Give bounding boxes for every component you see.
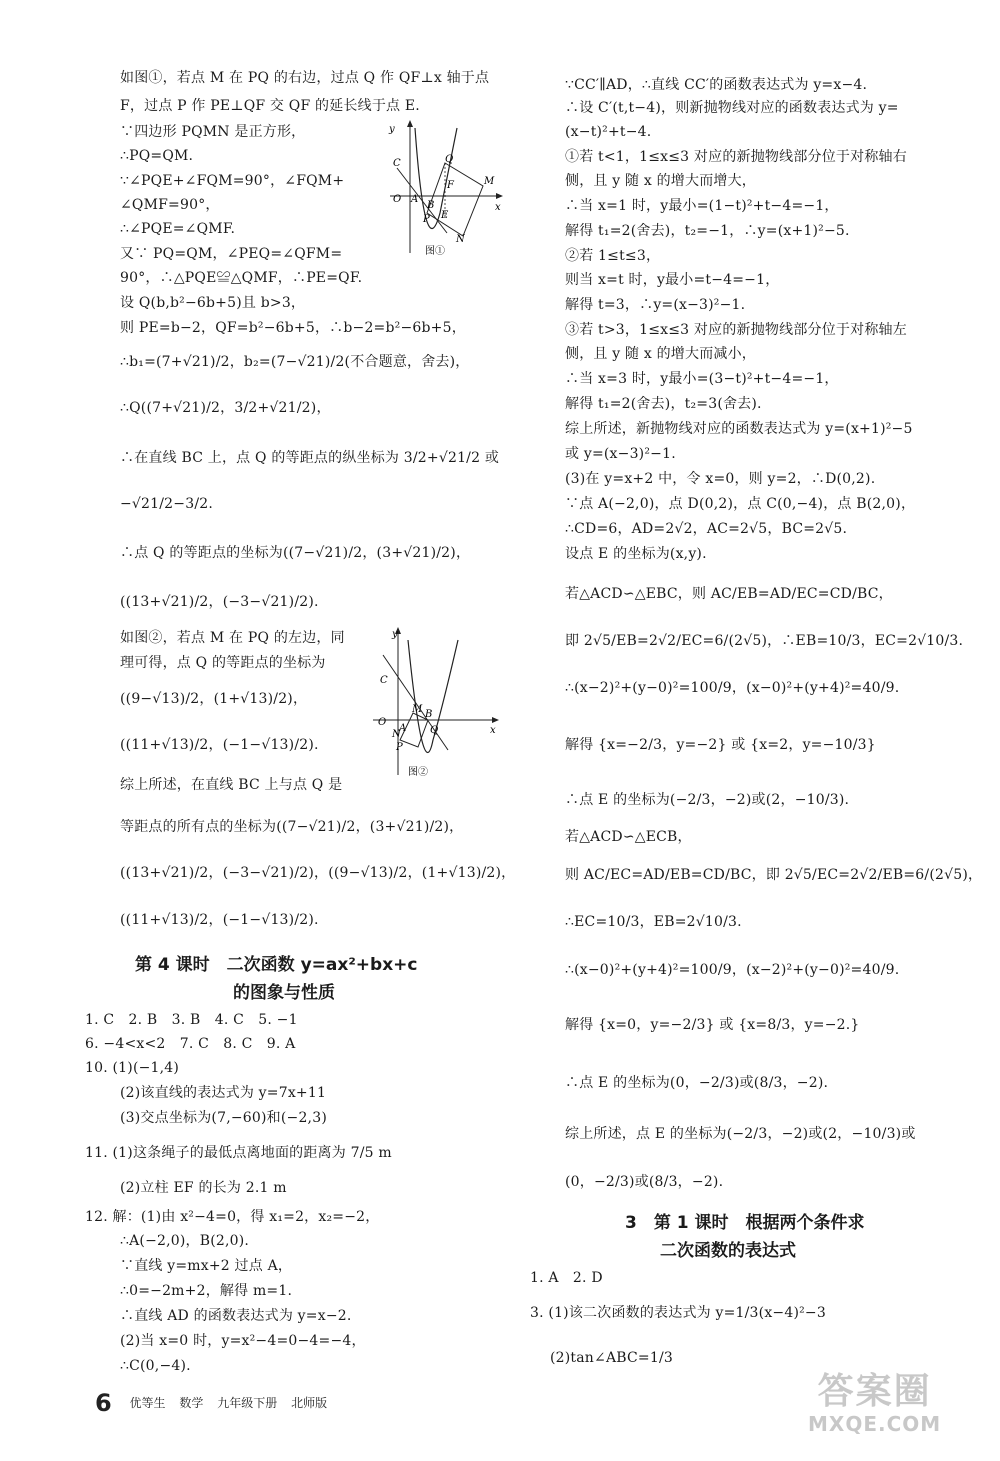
label-x: x — [495, 202, 501, 213]
text-line: 侧，且 y 随 x 的增大而减小， — [565, 346, 757, 362]
text-line: 或 y=(x−3)²−1. — [565, 446, 676, 462]
text-line: ∵四边形 PQMN 是正方形， — [120, 124, 306, 140]
y-axis-arrow-icon — [407, 120, 413, 127]
text-line: (3)在 y=x+2 中，令 x=0，则 y=2，∴D(0,2). — [565, 471, 876, 487]
label-a: A — [411, 194, 419, 205]
text-line: 90°，∴△PQE≌△QMF，∴PE=QF. — [120, 270, 363, 286]
text-line: ∴当 x=3 时，y最小=(3−t)²+t−4=−1， — [565, 371, 839, 387]
answer-line: ∴0=−2m+2，解得 m=1. — [120, 1283, 293, 1299]
text-line: ∴当 x=1 时，y最小=(1−t)²+t−4=−1， — [565, 198, 839, 214]
text-line: 设 Q(b,b²−6b+5)且 b>3， — [120, 295, 306, 311]
text-line: ①若 t<1，1≤x≤3 对应的新抛物线部分位于对称轴右 — [565, 149, 907, 165]
text-line: 等距点的所有点的坐标为((7−√21)/2，(3+√21)/2)， — [120, 819, 464, 835]
answer-line: 10. (1)(−1,4) — [85, 1060, 180, 1076]
answer-line: (2)tan∠ABC=1/3 — [550, 1350, 673, 1366]
text-line: ∠QMF=90°， — [120, 197, 220, 213]
text-line: 解得 t₁=2(舍去)，t₂=3(舍去). — [565, 396, 762, 412]
text-line: ∴CD=6，AD=2√2，AC=2√5，BC=2√5. — [565, 521, 848, 537]
answer-line: ∴直线 AD 的函数表达式为 y=x−2. — [120, 1308, 352, 1324]
text-line: ∵∠PQE+∠FQM=90°，∠FQM+ — [120, 173, 345, 189]
watermark-url: MXQE.COM — [808, 1412, 942, 1436]
text-line: 综上所述，新抛物线对应的函数表达式为 y=(x+1)²−5 — [565, 421, 913, 437]
label-b: B — [427, 200, 435, 211]
label-e: E — [441, 210, 449, 221]
text-line: 则 PE=b−2，QF=b²−6b+5，∴b−2=b²−6b+5， — [120, 320, 466, 336]
text-line: 理可得，点 Q 的等距点的坐标为 — [120, 655, 326, 671]
text-line: ∴设 C′(t,t−4)，则新抛物线对应的函数表达式为 y= — [565, 100, 899, 116]
text-line: (x−t)²+t−4. — [565, 124, 652, 140]
answer-line: (3)交点坐标为(7,−60)和(−2,3) — [120, 1110, 327, 1126]
text-line: −√21/2−3/2. — [120, 496, 214, 512]
x-axis-arrow-icon — [496, 193, 503, 199]
text-line: ∴点 Q 的等距点的坐标为((7−√21)/2，(3+√21)/2)， — [120, 545, 471, 561]
figure-caption: 图② — [408, 767, 428, 778]
label-a: A — [399, 723, 407, 734]
footer-edition: 北师版 — [291, 1396, 328, 1410]
lesson-heading: 二次函数的表达式 — [660, 1241, 796, 1261]
text-line: ((11+√13)/2，(−1−√13)/2). — [120, 912, 319, 928]
text-line: 则当 x=t 时，y最小=t−4=−1， — [565, 272, 780, 288]
label-o: O — [393, 194, 402, 205]
text-line: 又∵ PQ=QM，∠PEQ=∠QFM= — [120, 246, 343, 262]
label-p: P — [396, 742, 403, 753]
label-o: O — [378, 717, 387, 728]
text-line: ∴(x−0)²+(y+4)²=100/9，(x−2)²+(y−0)²=40/9. — [565, 962, 900, 978]
answer-line: ∴A(−2,0)，B(2,0). — [120, 1233, 250, 1249]
label-m: M — [412, 704, 423, 715]
footer-grade: 九年级下册 — [217, 1396, 278, 1410]
label-n: N — [456, 234, 465, 245]
lesson-heading: 3 第 1 课时 根据两个条件求 — [625, 1213, 865, 1233]
text-line: ②若 1≤t≤3， — [565, 248, 661, 264]
page-footer — [95, 1389, 337, 1417]
text-line: F，过点 P 作 PE⊥QF 交 QF 的延长线于点 E. — [120, 98, 420, 114]
label-b: B — [425, 709, 433, 720]
answer-line: 12. 解：(1)由 x²−4=0，得 x₁=2，x₂=−2， — [85, 1209, 380, 1225]
watermark — [808, 1372, 941, 1436]
footer-series: 优等生 — [129, 1396, 166, 1410]
page-number: 6 — [95, 1389, 112, 1417]
text-line: 即 2√5/EB=2√2/EC=6/(2√5)，∴EB=10/3，EC=2√10/3. — [565, 633, 964, 649]
watermark-logo: 答案圈 — [817, 1371, 932, 1412]
text-line: ∴在直线 BC 上，点 Q 的等距点的纵坐标为 3/2+√21/2 或 — [120, 450, 500, 466]
label-p: P — [423, 214, 430, 225]
text-line: ∴点 E 的坐标为(0，−2/3)或(8/3，−2). — [565, 1075, 829, 1091]
text-line: 解得 {x=0，y=−2/3} 或 {x=8/3，y=−2.} — [565, 1017, 860, 1033]
x-axis-arrow-icon — [492, 717, 499, 723]
label-f: F — [447, 180, 454, 191]
figure-caption: 图① — [425, 246, 445, 257]
text-line: 综上所述，在直线 BC 上与点 Q 是 — [120, 777, 343, 793]
answer-line: ∵直线 y=mx+2 过点 A， — [120, 1258, 293, 1274]
answer-line: 6. −4<x<2 7. C 8. C 9. A — [85, 1036, 296, 1052]
text-line: ③若 t>3，1≤x≤3 对应的新抛物线部分位于对称轴左 — [565, 322, 907, 338]
lesson-heading: 的图象与性质 — [233, 983, 335, 1003]
label-n: N — [392, 729, 401, 740]
text-line: ∴PQ=QM. — [120, 148, 194, 164]
answer-line: ∴C(0,−4). — [120, 1358, 191, 1374]
answer-line: 3. (1)该二次函数的表达式为 y=1/3(x−4)²−3 — [530, 1305, 826, 1321]
text-line: ∴∠PQE=∠QMF. — [120, 221, 236, 237]
answer-line: 1. A 2. D — [530, 1270, 603, 1286]
figure-2 — [368, 625, 508, 780]
label-q: Q — [445, 154, 454, 165]
text-line: 设点 E 的坐标为(x,y). — [565, 546, 707, 562]
label-q: Q — [430, 725, 439, 736]
text-line: 解得 t=3，∴y=(x−3)²−1. — [565, 297, 746, 313]
text-line: 解得 {x=−2/3，y=−2} 或 {x=2，y=−10/3} — [565, 737, 876, 753]
answer-line: (2)当 x=0 时，y=x²−4=0−4=−4， — [120, 1333, 366, 1349]
parabola — [415, 128, 457, 229]
text-line: ((13+√21)/2，(−3−√21)/2). — [120, 594, 319, 610]
text-line: 侧，且 y 随 x 的增大而增大， — [565, 173, 757, 189]
lesson-heading: 第 4 课时 二次函数 y=ax²+bx+c — [135, 955, 418, 975]
text-line: 若△ACD∽△ECB， — [565, 829, 692, 845]
answer-line: (2)该直线的表达式为 y=7x+11 — [120, 1085, 327, 1101]
answer-line: 11. (1)这条绳子的最低点离地面的距离为 7/5 m — [85, 1145, 392, 1161]
text-line: 则 AC/EC=AD/EB=CD/BC，即 2√5/EC=2√2/EB=6/(2√5)， — [565, 867, 983, 883]
text-line: ((9−√13)/2，(1+√13)/2)， — [120, 691, 308, 707]
text-line: 若△ACD∽△EBC，则 AC/EB=AD/EC=CD/BC， — [565, 586, 893, 602]
text-line: ∴EC=10/3，EB=2√10/3. — [565, 914, 742, 930]
text-line: ∵CC′∥AD，∴直线 CC′的函数表达式为 y=x−4. — [565, 77, 868, 93]
text-line: ∴(x−2)²+(y−0)²=100/9，(x−0)²+(y+4)²=40/9. — [565, 680, 900, 696]
footer-subject: 数学 — [179, 1396, 204, 1410]
text-line: ((11+√13)/2，(−1−√13)/2). — [120, 737, 319, 753]
text-line: 综上所述，点 E 的坐标为(−2/3，−2)或(2，−10/3)或 — [565, 1126, 916, 1142]
answer-line: 1. C 2. B 3. B 4. C 5. −1 — [85, 1012, 298, 1028]
label-x: x — [490, 725, 496, 736]
text-line: ∴点 E 的坐标为(−2/3，−2)或(2，−10/3). — [565, 792, 850, 808]
text-line: ∴b₁=(7+√21)/2，b₂=(7−√21)/2(不合题意，舍去)， — [120, 354, 470, 370]
text-line: 解得 t₁=2(舍去)，t₂=−1，∴y=(x+1)²−5. — [565, 223, 850, 239]
text-line: ∵点 A(−2,0)，点 D(0,2)，点 C(0,−4)，点 B(2,0)， — [565, 496, 916, 512]
text-line: 如图①，若点 M 在 PQ 的右边，过点 Q 作 QF⊥x 轴于点 — [120, 70, 490, 86]
text-line: (0，−2/3)或(8/3，−2). — [565, 1174, 724, 1190]
label-c: C — [380, 675, 388, 686]
text-line: ((13+√21)/2，(−3−√21)/2)，((9−√13)/2，(1+√13)/2)， — [120, 865, 516, 881]
text-line: ∴Q((7+√21)/2，3/2+√21/2)， — [120, 400, 331, 416]
figure-1 — [385, 118, 505, 258]
answer-line: (2)立柱 EF 的长为 2.1 m — [120, 1180, 287, 1196]
label-y: y — [389, 124, 395, 135]
label-y: y — [392, 629, 398, 640]
text-line: 如图②，若点 M 在 PQ 的左边，同 — [120, 630, 345, 646]
label-c: C — [393, 158, 401, 169]
label-m: M — [484, 176, 495, 187]
